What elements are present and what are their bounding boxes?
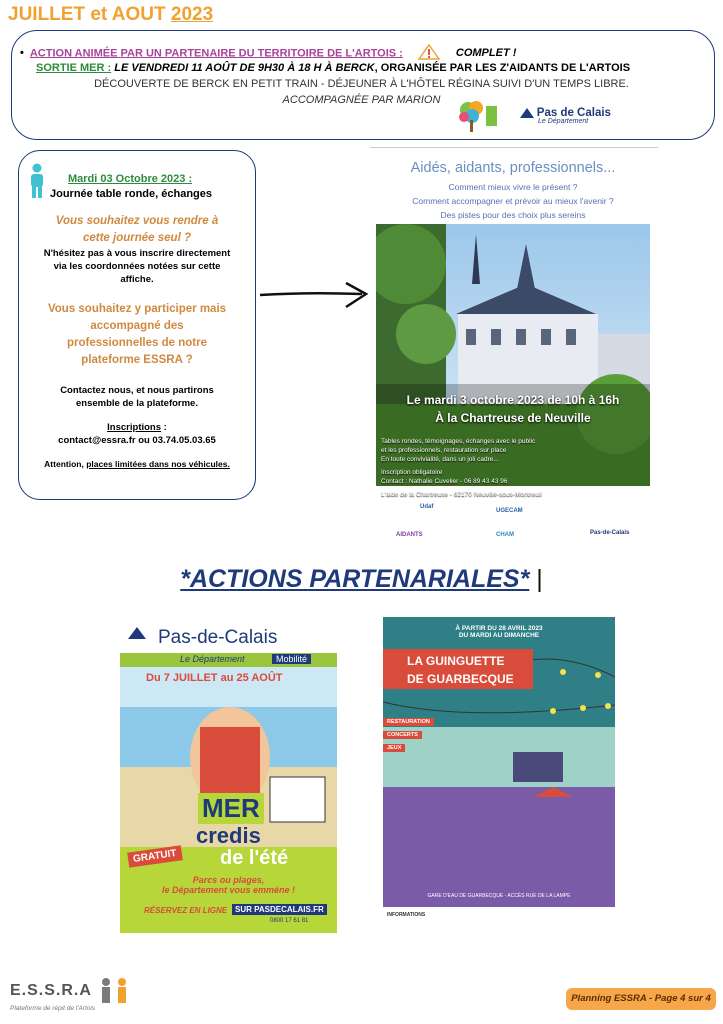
poster3-title1: LA GUINGUETTE bbox=[407, 654, 505, 668]
event1-description: DÉCOUVERTE DE BERCK EN PETIT TRAIN - DÉJEUNER À L'HÔTEL RÉGINA SUIVI D'UN TEMPS LIBRE. bbox=[94, 78, 629, 90]
poster1-detail5: Contact : Nathalie Cuvelier - 06 89 43 43 96 bbox=[381, 478, 508, 485]
poster3-info-label: INFORMATIONS bbox=[387, 912, 426, 918]
ugecam-logo: UGECAM bbox=[496, 508, 523, 514]
poster2-url: SUR PASDECALAIS.FR bbox=[232, 904, 327, 915]
poster3-title bbox=[383, 649, 533, 689]
event1-sortie-date: LE VENDREDI 11 AOÛT DE 9H30 À 18 H À BERCK bbox=[111, 62, 375, 74]
event2-q2-line4: plateforme ESSRA ? bbox=[81, 354, 193, 366]
event2-q1-line1: Vous souhaitez vous rendre à bbox=[55, 215, 219, 227]
event2-info-line2: via les coordonnées notées sur cette bbox=[53, 261, 221, 272]
poster-guinguette bbox=[383, 617, 615, 941]
poster1-details bbox=[381, 437, 631, 499]
poster1-date-line: Le mardi 3 octobre 2023 de 10h à 16h bbox=[406, 393, 620, 407]
event1-partner-line: ACTION ANIMÉE PAR UN PARTENAIRE DU TERRITOIRE DE L'ARTOIS : bbox=[29, 47, 403, 60]
arrow-right-icon bbox=[258, 275, 370, 320]
event1-status: COMPLET ! bbox=[455, 47, 517, 60]
poster3-dates2: DU MARDI AU DIMANCHE bbox=[458, 632, 540, 639]
section-title-actions: *ACTIONS PARTENARIALES* | bbox=[180, 565, 543, 593]
event2-inscriptions bbox=[24, 421, 250, 447]
event2-date: Mardi 03 Octobre 2023 : bbox=[68, 173, 193, 185]
event2-info bbox=[24, 247, 250, 286]
event1-heading bbox=[20, 44, 516, 63]
poster1-questions bbox=[368, 180, 658, 222]
event2-q2-line1: Vous souhaitez y participer mais bbox=[47, 303, 227, 315]
section-title-text: *ACTIONS PARTENARIALES* bbox=[180, 565, 530, 593]
poster3-title2: DE GUARBECQUE bbox=[407, 672, 514, 686]
poster3-tag-restauration: RESTAURATION bbox=[383, 718, 434, 726]
poster1-q1: Comment mieux vivre le présent ? bbox=[448, 182, 578, 192]
poster3-tag-jeux: JEUX bbox=[383, 744, 405, 752]
event2-question-alone bbox=[24, 213, 250, 247]
poster3-tag-concerts: CONCERTS bbox=[383, 731, 422, 739]
udaf-logo: Udaf bbox=[420, 504, 434, 510]
page-title-prefix: JUILLET et AOUT bbox=[8, 4, 171, 25]
poster2-phone: 0800 17 61 81 bbox=[270, 918, 309, 924]
event2-contact-line1: Contactez nous, et nous partirons bbox=[60, 385, 214, 396]
event2-inscriptions-colon: : bbox=[161, 422, 167, 433]
poster2-credis: credis bbox=[196, 823, 261, 848]
poster3-address: GARE D'EAU DE GUARBECQUE - ACCÈS RUE DE LA LAMPE bbox=[427, 893, 571, 899]
pas-de-calais-logo bbox=[520, 107, 611, 125]
poster2-mobilite: Mobilité bbox=[272, 654, 311, 664]
poster2-date-to: au 25 AOÛT bbox=[220, 672, 283, 684]
pas-de-calais-logo-name: Pas de Calais bbox=[536, 107, 611, 119]
event2-question-accompanied bbox=[24, 301, 250, 369]
poster1-title: Aidés, aidants, professionnels... bbox=[410, 160, 616, 176]
poster2-dept: Le Département bbox=[180, 654, 245, 664]
essra-logo bbox=[10, 977, 132, 1012]
poster2-mer: MER bbox=[198, 793, 264, 824]
page-indicator: Planning ESSRA - Page 4 sur 4 bbox=[566, 988, 716, 1010]
bullet-icon: • bbox=[20, 47, 24, 60]
poster2-reserve: RÉSERVEZ EN LIGNE bbox=[144, 906, 228, 915]
event2-contact bbox=[24, 384, 250, 410]
essra-name: E.S.S.R.A bbox=[10, 982, 92, 999]
tree-logo-icon bbox=[456, 100, 500, 139]
poster2-date-from: Du 7 JUILLET bbox=[146, 672, 218, 684]
person-icon bbox=[28, 163, 46, 204]
pdc-logo-small: Pas-de-Calais bbox=[590, 530, 630, 536]
event2-q2-line2: accompagné des bbox=[90, 320, 184, 332]
poster1-q3: Des pistes pour des choix plus sereins bbox=[440, 210, 586, 220]
poster2-brand: Pas-de-Calais bbox=[158, 627, 278, 648]
poster2-ete: de l'été bbox=[220, 847, 289, 869]
poster2-tag1: Parcs ou plages, bbox=[192, 875, 265, 885]
poster1-detail2: et les professionnels, restauration sur place bbox=[381, 447, 507, 454]
poster1-q2: Comment accompagner et prévoir au mieux l'avenir ? bbox=[412, 196, 614, 206]
poster1-divider bbox=[370, 147, 658, 148]
essra-tagline: Plateforme de répit de l'Artois bbox=[10, 1005, 96, 1012]
warning-icon bbox=[418, 44, 440, 63]
poster1-place-line: À la Chartreuse de Neuville bbox=[435, 411, 591, 425]
page-title-year: 2023 bbox=[170, 4, 214, 25]
poster1-detail6: L'aide de la Chartreuse - 62170 Neuville-sous-Montreuil bbox=[381, 491, 542, 498]
event2-attention bbox=[24, 458, 250, 471]
family-icon bbox=[98, 977, 132, 1005]
event2-q1-line2: cette journée seul ? bbox=[82, 232, 191, 244]
poster1-date bbox=[376, 391, 650, 427]
poster2-tag2: le Département vous emmène ! bbox=[161, 885, 296, 895]
poster2-tagline bbox=[120, 875, 337, 895]
event1-sortie-label: SORTIE MER : bbox=[36, 62, 112, 74]
page-title bbox=[8, 4, 213, 26]
poster-mercredis bbox=[120, 617, 337, 933]
event2-inscriptions-contact[interactable]: contact@essra.fr ou 03.74.05.03.65 bbox=[58, 435, 216, 446]
event1-sortie-org: , ORGANISÉE PAR LES Z'AIDANTS DE L'ARTOIS bbox=[374, 62, 631, 74]
poster1-detail1: Tables rondes, témoignages, échanges avec le public bbox=[381, 438, 536, 445]
event2-subtitle: Journée table ronde, échanges bbox=[50, 188, 212, 200]
event1-sortie bbox=[36, 62, 630, 74]
event2-info-line3: affiche. bbox=[120, 274, 154, 285]
cham-logo: CHAM bbox=[496, 532, 514, 538]
poster1-partner-logos bbox=[376, 498, 650, 544]
event1-accompanied: ACCOMPAGNÉE PAR MARION bbox=[282, 94, 441, 106]
poster3-dates1: À PARTIR DU 28 AVRIL 2023 bbox=[455, 625, 543, 632]
poster3-dates bbox=[383, 625, 615, 639]
poster2-dates bbox=[146, 672, 283, 684]
event2-q2-line3: professionnelles de notre bbox=[67, 337, 207, 349]
event2-contact-line2: ensemble de la plateforme. bbox=[76, 398, 198, 409]
poster2-gratuit: GRATUIT bbox=[127, 845, 182, 867]
poster1-detail3: En toute convivialité, dans un joli cadre... bbox=[381, 456, 499, 463]
aidants-logo: AIDANTS bbox=[396, 532, 423, 538]
event2-attention-label: Attention, bbox=[44, 459, 87, 469]
event2-info-line1: N'hésitez pas à vous inscrire directement bbox=[43, 248, 231, 259]
poster1-detail4: Inscription obligatoire bbox=[381, 469, 443, 476]
event2-inscriptions-label: Inscriptions bbox=[107, 422, 162, 433]
pas-de-calais-logo-sub: Le Département bbox=[538, 118, 589, 125]
event2-places: places limitées dans nos véhicules. bbox=[86, 459, 230, 469]
